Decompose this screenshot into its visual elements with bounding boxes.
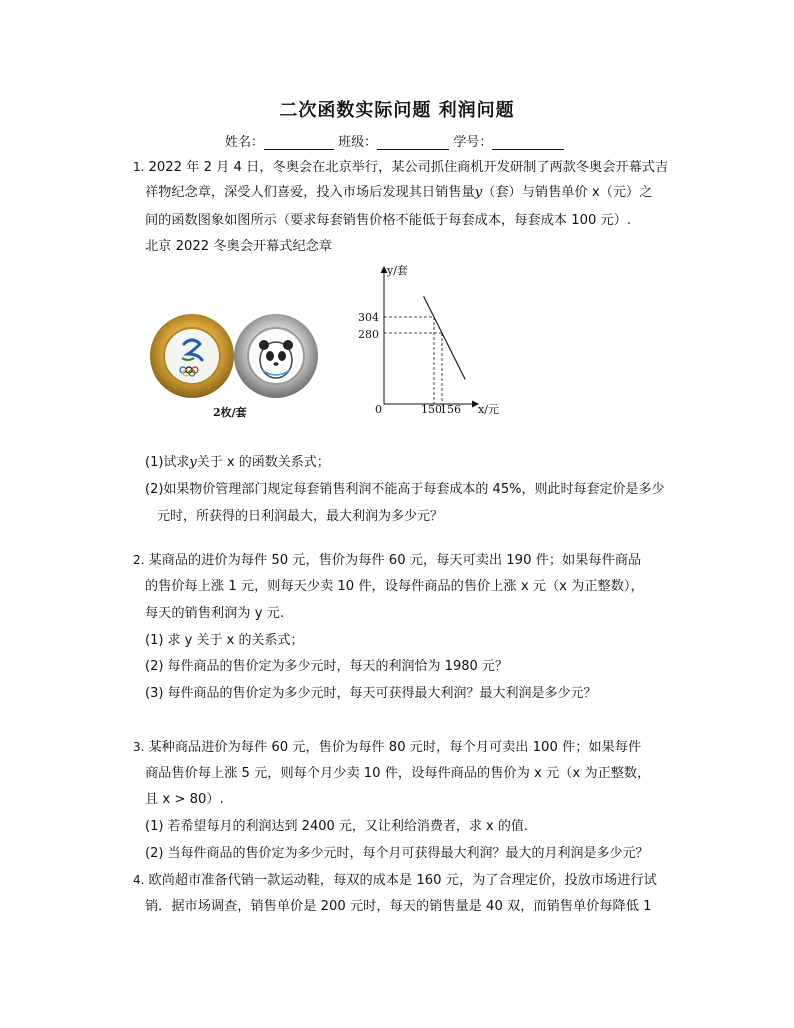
y-axis-label: y/套 — [387, 264, 408, 277]
q3-sub1: (1) 若希望每月的利润达到 2400 元，又让利给消费者，求 x 的值. — [145, 819, 528, 834]
q4-line2: 销．据市场调查，销售单价是 200 元时，每天的销售量是 40 双，而销售单价每降低 1 — [145, 899, 652, 914]
q3-line2: 商品售价每上涨 5 元，则每个月少卖 10 件，设每件商品的售价为 x 元（x 为正整数， — [145, 766, 651, 781]
q1-sub2-cont: 元时，所获得的日利润最大，最大利润为多少元？ — [157, 509, 444, 524]
medals-svg — [148, 312, 320, 404]
q1-sub1 — [145, 454, 330, 472]
origin-label: 0 — [375, 403, 382, 416]
q1-text-2b: （套）与销售单价 x（元）之 — [482, 185, 653, 200]
q3-line1 — [133, 738, 641, 757]
q1-number: 1. — [133, 160, 145, 174]
q1-sub2: (2)如果物价管理部门规定每套销售利润不能高于每套成本的 45%，则此时每套定价是多少 — [145, 482, 665, 497]
q1-text-1: 2022 年 2 月 4 日，冬奥会在北京举行，某公司抓住商机开发研制了两款冬奥会开幕式吉 — [148, 160, 669, 175]
demand-line — [424, 296, 466, 379]
x-tick-156: 156 — [440, 403, 461, 416]
q2-sub1: (1) 求 y 关于 x 的关系式； — [145, 633, 304, 648]
q1-sub1-var: y — [189, 455, 197, 470]
q2-number: 2. — [133, 553, 145, 567]
medal-image — [148, 312, 320, 412]
medal-caption: 2枚/套 — [213, 406, 247, 419]
x-axis-label: x/元 — [478, 403, 499, 416]
q4-line1 — [133, 871, 657, 890]
name-blank — [264, 135, 334, 150]
q1-var-y: y — [474, 185, 483, 200]
q3-number: 3. — [133, 740, 145, 754]
q1-line2 — [145, 184, 652, 202]
q3-text-1: 某种商品进价为每件 60 元，售价为每件 80 元时，每个月可卖出 100 件；如果每件 — [148, 740, 642, 755]
x-tick-150: 150 — [421, 403, 442, 416]
page-title: 二次函数实际问题 利润问题 — [279, 100, 515, 121]
q3-sub2: (2) 当每件商品的售价定为多少元时，每个月可获得最大利润？最大的月利润是多少元？ — [145, 846, 649, 861]
q2-line2: 的售价每上涨 1 元，则每天少卖 10 件，设每件商品的售价上涨 x 元（x 为正整数）， — [145, 579, 644, 594]
id-blank — [492, 135, 564, 150]
class-blank — [377, 135, 449, 150]
id-label: 学号： — [453, 135, 493, 150]
q1-line1 — [133, 158, 668, 177]
q2-line3: 每天的销售利润为 y 元. — [145, 606, 285, 621]
q1-text-2a: 祥物纪念章，深受人们喜爱，投入市场后发现其日销售量 — [145, 185, 475, 200]
function-graph — [345, 262, 515, 424]
student-info — [225, 131, 564, 150]
q4-number: 4. — [133, 873, 145, 887]
class-label: 班级： — [338, 135, 378, 150]
q1-line3: 间的函数图象如图所示（要求每套销售价格不能低于每套成本，每套成本 100 元）. — [145, 213, 632, 228]
y-tick-304: 304 — [358, 311, 379, 324]
q3-line3: 且 x > 80）. — [145, 792, 224, 807]
q4-text-1: 欧尚超市准备代销一款运动鞋，每双的成本是 160 元，为了合理定价，投放市场进行试 — [148, 873, 657, 888]
q1-figure-title: 北京 2022 冬奥会开幕式纪念章 — [145, 239, 333, 254]
name-label: 姓名： — [225, 135, 265, 150]
q2-text-1: 某商品的进价为每件 50 元，售价为每件 60 元，每天可卖出 190 件；如果每件商品 — [148, 553, 642, 568]
y-tick-280: 280 — [358, 328, 379, 341]
q2-sub2: (2) 每件商品的售价定为多少元时，每天的利润恰为 1980 元？ — [145, 659, 508, 674]
q2-sub3: (3) 每件商品的售价定为多少元时，每天可获得最大利润？最大利润是多少元？ — [145, 686, 597, 701]
q2-line1 — [133, 551, 641, 570]
q1-sub1-a: (1)试求 — [145, 455, 190, 470]
q1-sub1-b: 关于 x 的函数关系式； — [196, 455, 330, 470]
